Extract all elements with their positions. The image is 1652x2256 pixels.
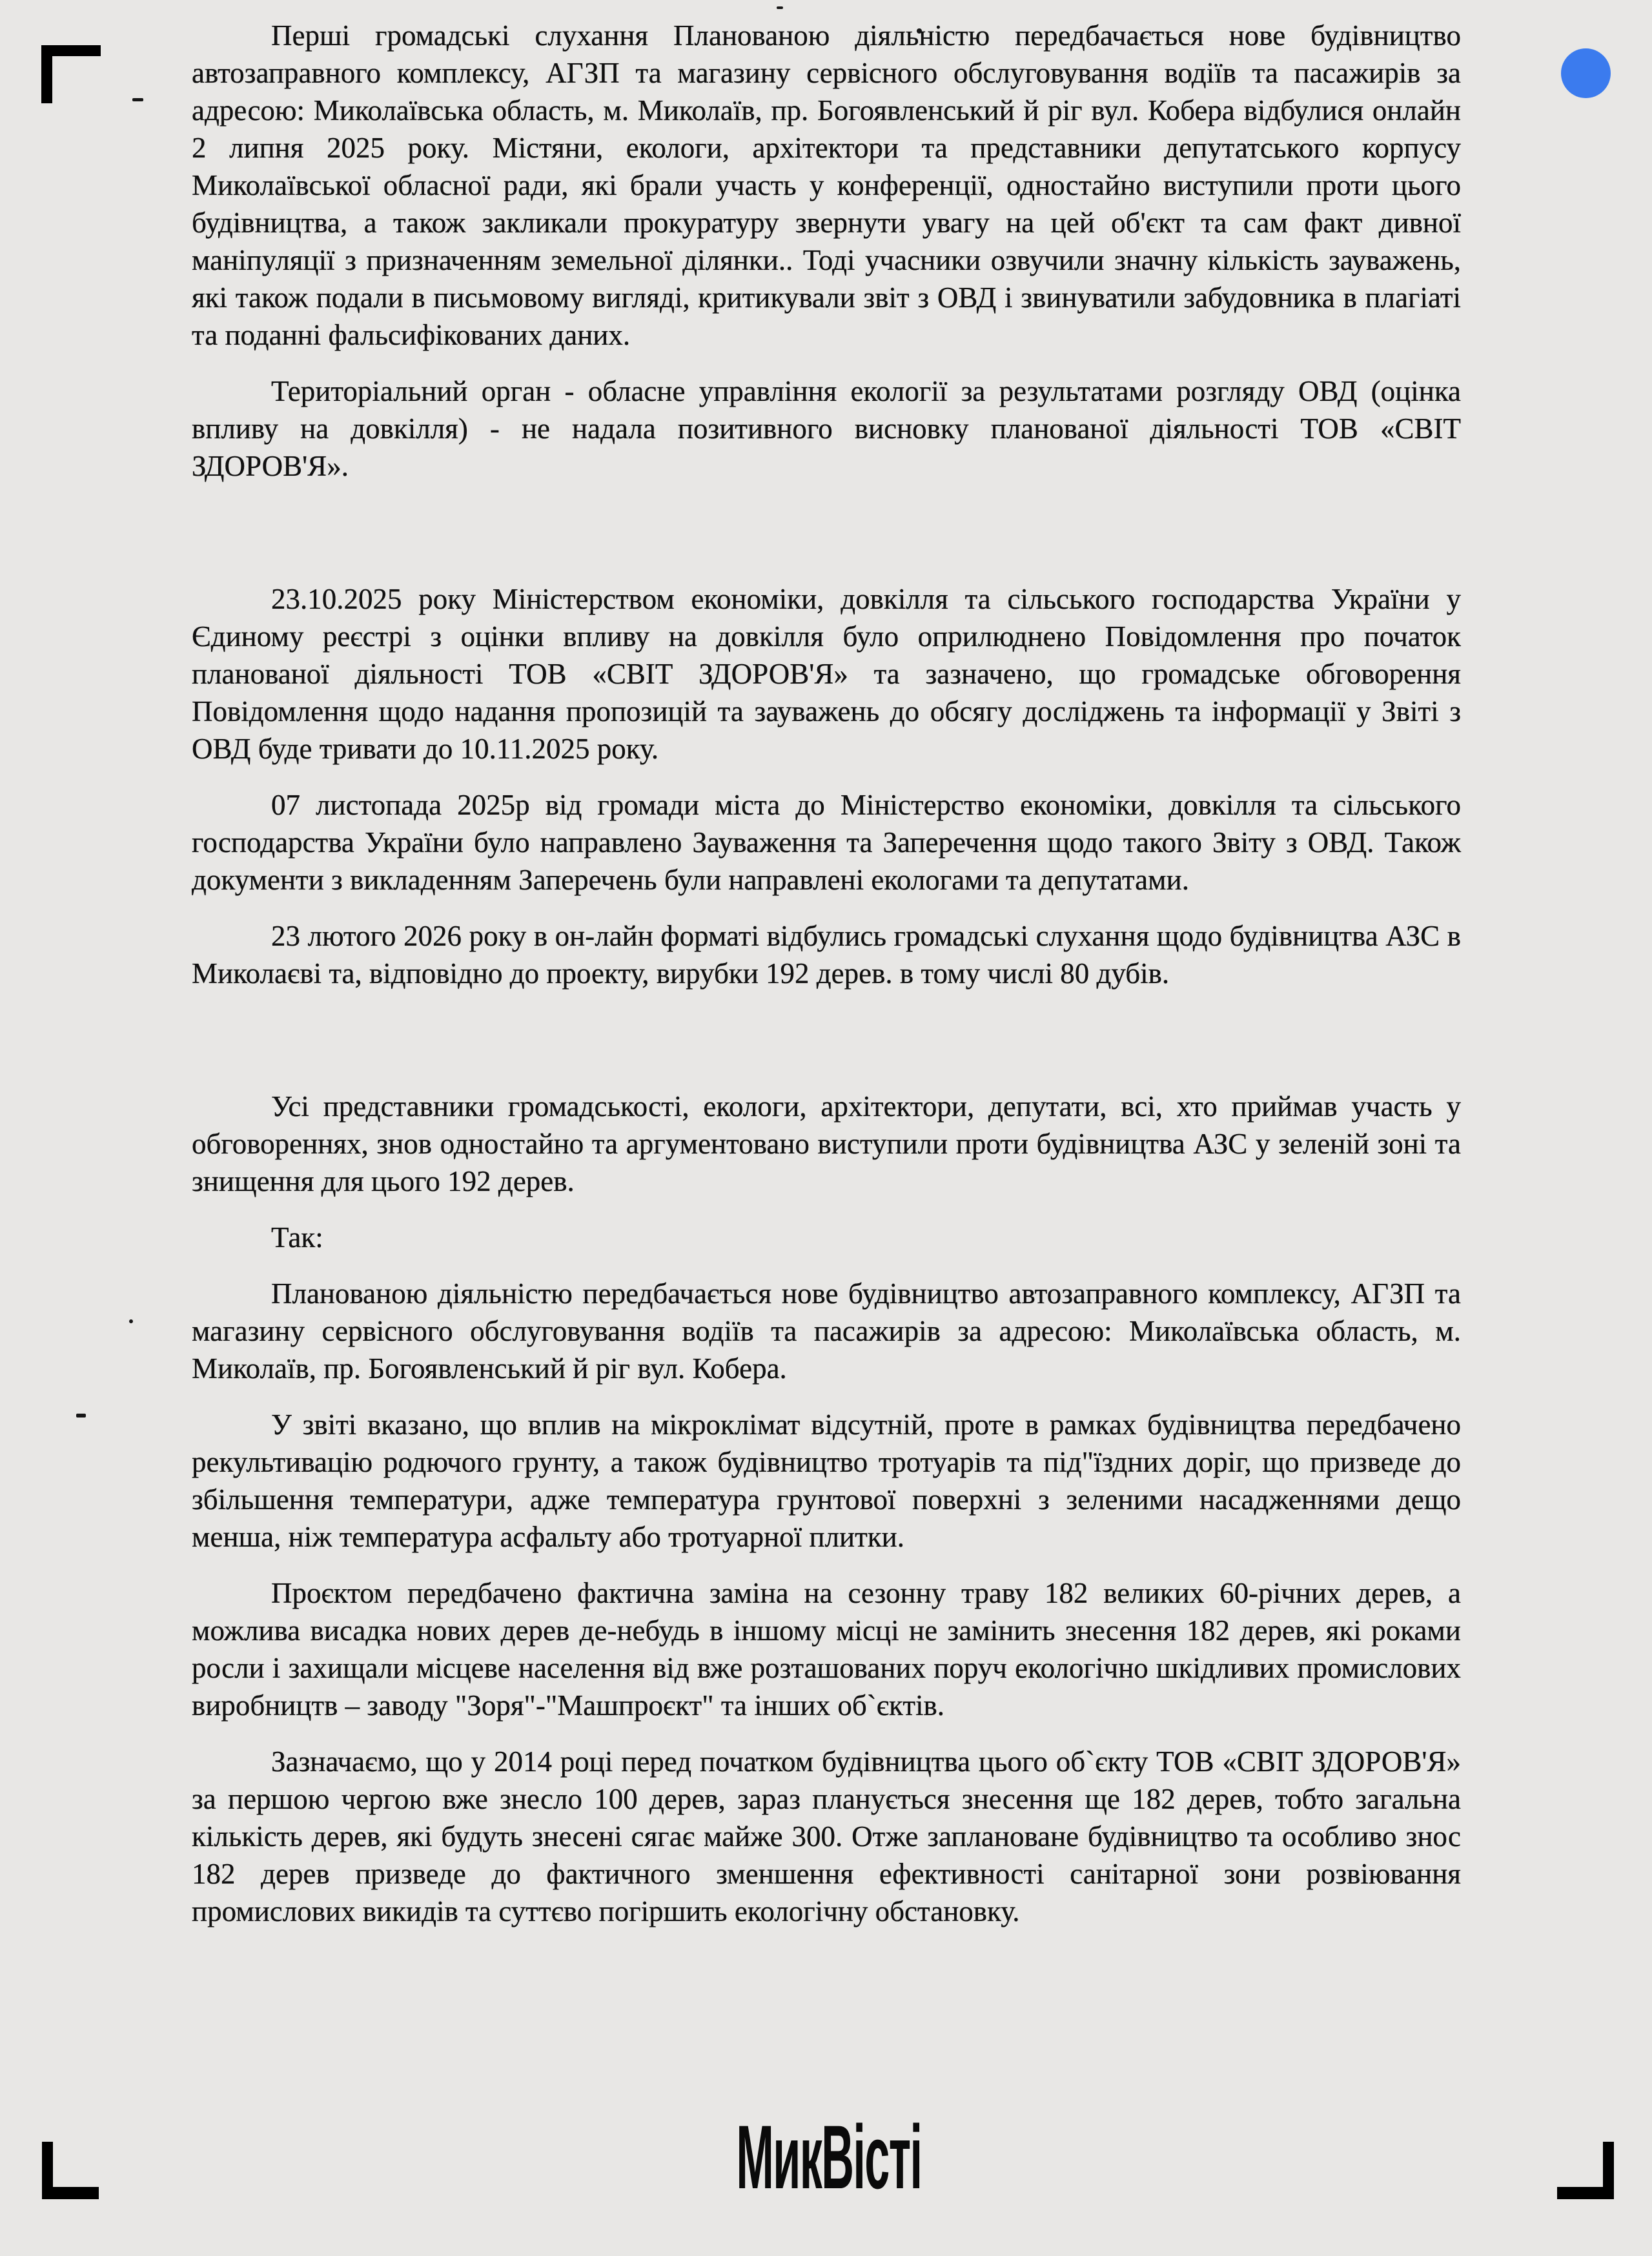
paragraph-microclimate: У звіті вказано, що вплив на мікроклімат відсутній, проте в рамках будівництва передбачено рекультивацію родючого грунту, а також будівництво тротуарів та під"їздних доріг, що призведе до збільшення температури, адже температура грунтової поверхні з зеленими насадженнями дещо менша, ніж температура асфальту або тротуарної плитки. <box>192 1408 1461 1553</box>
scan-artifact <box>777 6 783 9</box>
crop-mark-bottom-left-icon <box>42 2142 99 2199</box>
crop-mark-top-left-icon <box>41 45 101 103</box>
scan-artifact <box>132 98 143 101</box>
scan-artifact <box>76 1414 86 1418</box>
paragraph-planned-activity: Планованою діяльністю передбачається нове будівництво автозаправного комплексу, АГЗП та магазину сервісного обслуговування водіїв та пасажирів за адресою: Миколаївська область, м. Миколаїв, пр. Богоявленський й ріг вул. Кобера. <box>192 1277 1461 1385</box>
blue-dot-marker-icon <box>1561 48 1611 98</box>
paragraph-public-opposition: Усі представники громадськості, екологи, архітектори, депутати, всі, хто приймав участь у обговореннях, знов одностайно та аргументовано виступили проти будівництва АЗС у зеленій зоні та знищення для цього 192 дерев. <box>192 1090 1461 1197</box>
document-text-block <box>192 17 1461 1930</box>
paragraph-2014-history: Зазначаємо, що у 2014 році перед початком будівництва цього об`єкту ТОВ «СВІТ ЗДОРОВ'Я» за першою чергою вже знесло 100 дерев, зараз планується знесення ще 182 дерев, тобто загальна кількість дерев, які будуть знесені сягає майже 300. Отже заплановане будівництво та особливо знос 182 дерев призведе до фактичного зменшення ефективності санітарної зони розвіювання промислових викидів та суттєво погіршить екологічну обстановку. <box>192 1745 1461 1927</box>
mykvisti-logo: МикВісті <box>736 2106 922 2208</box>
paragraph-territorial-organ: Територіальний орган - обласне управління екології за результатами розгляду ОВД (оцінка впливу на довкілля) - не надала позитивного висновку планованої діяльності ТОВ «СВІТ ЗДОРОВ'Я». <box>192 375 1461 482</box>
crop-mark-bottom-right-icon <box>1557 2142 1614 2199</box>
paragraph-objections-sent: 07 листопада 2025р від громади міста до Міністерство економіки, довкілля та сільського господарства України було направлено Зауваження та Заперечення щодо такого Звіту з ОВД. Також документи з викладенням Заперечень були направлені екологами та депутатами. <box>192 789 1461 896</box>
paragraph-tree-replacement: Проєктом передбачено фактична заміна на сезонну траву 182 великих 60-річних дерев, а можлива висадка нових дерев де-небудь в іншому місці не замінить знесення 182 дерев, які роками росли і захищали місцеве населення від вже розташованих поруч екологічно шкідливих промислових виробництв – заводу "Зоря"-"Машпроєкт" та інших об`єктів. <box>192 1577 1461 1722</box>
paragraph-first-hearings: Перші громадські слухання Планованою діяльністю передбачається нове будівництво автозаправного комплексу, АГЗП та магазину сервісного обслуговування водіїв та пасажирів за адресою: Миколаївська область, м. Миколаїв, пр. Богоявленський й ріг вул. Кобера відбулися онлайн 2 липня 2025 року. Містяни, екологи, архітектори та представники депутатського корпусу Миколаївської обласної ради, які брали участь у конференції, одностайно виступили проти цього будівництва, а також закликали прокуратуру звернути увагу на цей об'єкт та сам факт дивної маніпуляції з призначенням земельної ділянки.. Тоді учасники озвучили значну кількість зауважень, які також подали в письмовому вигляді, критикували звіт з ОВД і звинуватили забудовника в плагіаті та поданні фальсифікованих даних. <box>192 19 1461 351</box>
scan-artifact <box>129 1319 133 1323</box>
paragraph-ministry-notice: 23.10.2025 року Міністерством економіки, довкілля та сільського господарства України у Єдиному реєстрі з оцінки впливу на довкілля було оприлюднено Повідомлення про початок планованої діяльності ТОВ «СВІТ ЗДОРОВ'Я» та зазначено, що громадське обговорення Повідомлення щодо надання пропозицій та зауважень до обсягу досліджень та інформації у Звіті з ОВД буде тривати до 10.11.2025 року. <box>192 583 1461 765</box>
paragraph-tak-label: Так: <box>271 1221 323 1254</box>
paragraph-online-hearings: 23 лютого 2026 року в он-лайн форматі відбулись громадські слухання щодо будівництва АЗС в Миколаєві та, відповідно до проекту, вирубки 192 дерев. в тому числі 80 дубів. <box>192 920 1461 990</box>
